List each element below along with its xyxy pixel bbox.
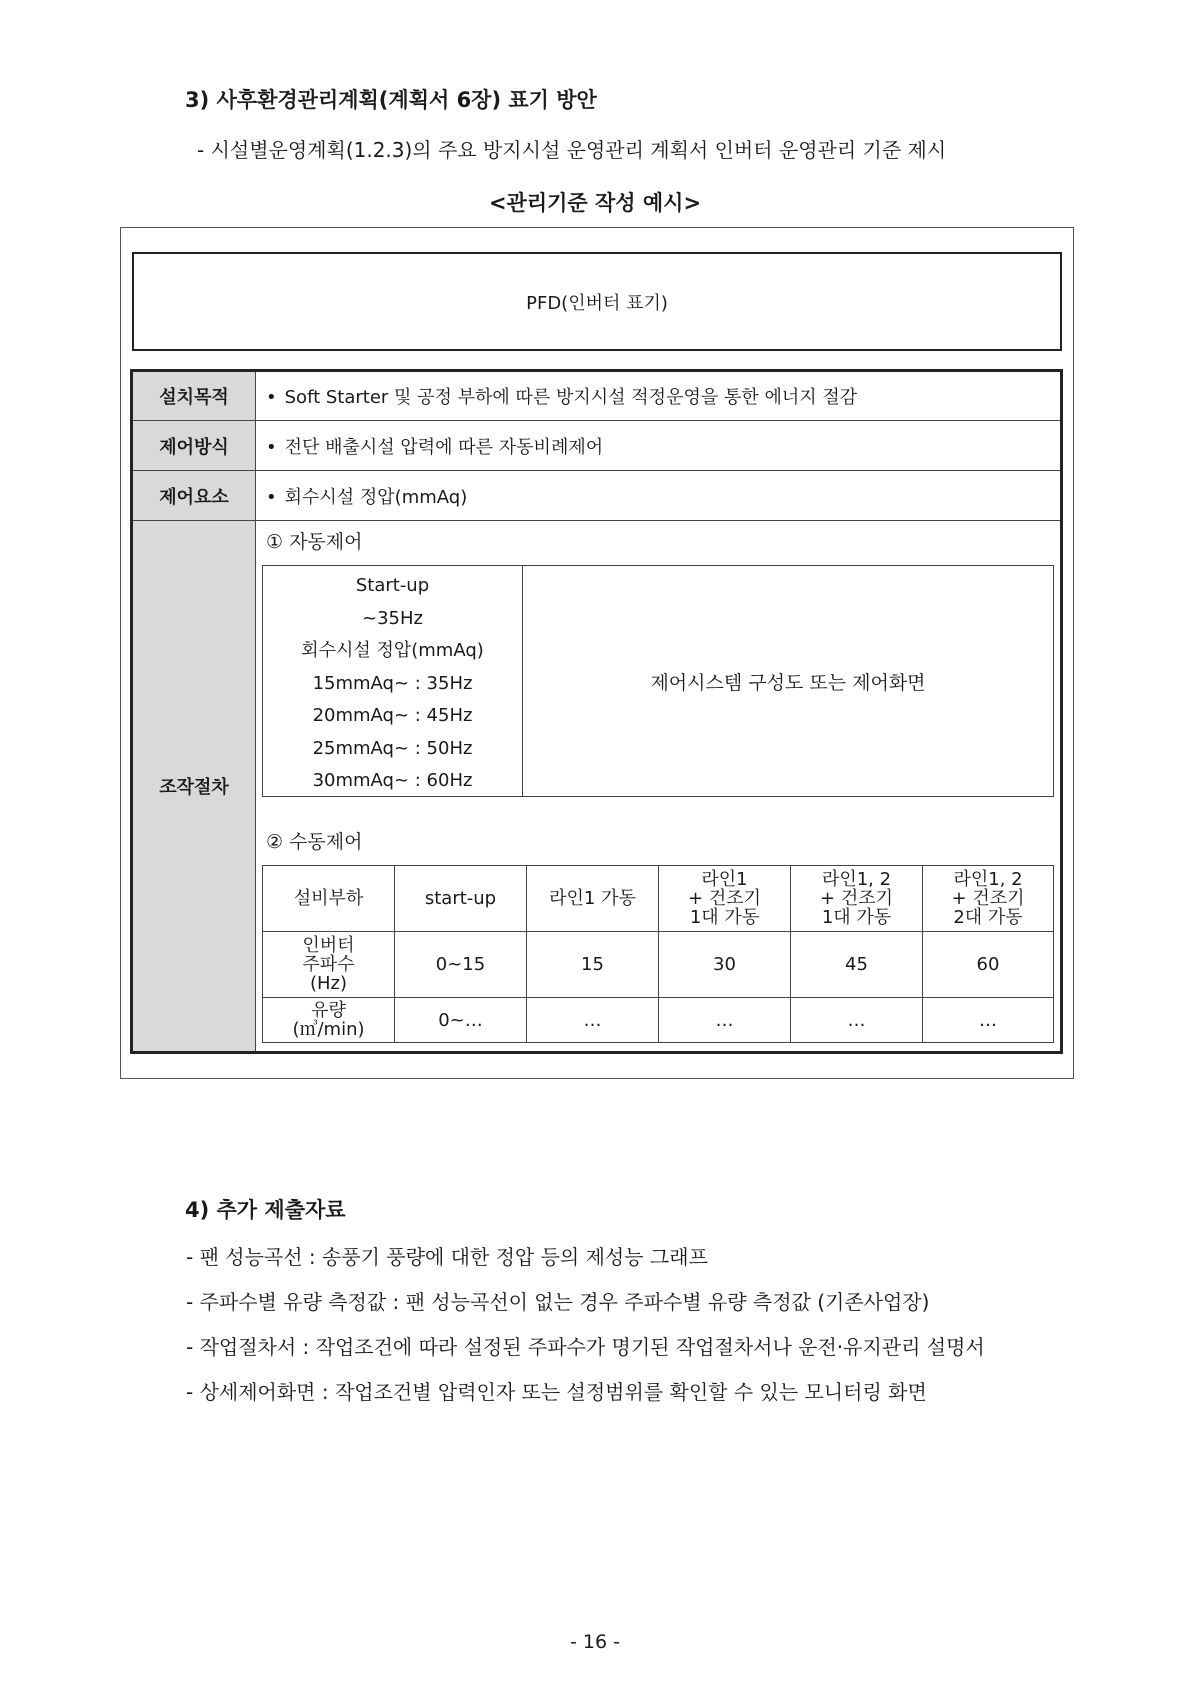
label-method: 제어방식	[132, 421, 256, 471]
submission-item: - 주파수별 유량 측정값 : 팬 성능곡선이 없는 경우 주파수별 유량 측정값 (기존사업장)	[186, 1290, 930, 1314]
auto-control-box	[262, 565, 1054, 797]
setting-line: 회수시설 정압(mmAq)	[301, 640, 484, 661]
row-purpose	[132, 371, 1062, 421]
row-procedure	[132, 521, 1062, 1053]
bullet: •	[266, 387, 277, 408]
section-4-heading: 4) 추가 제출자료	[185, 1198, 346, 1222]
method-text: 전단 배출시설 압력에 따른 자동비례제어	[284, 436, 604, 458]
value-method	[256, 421, 1062, 471]
management-standard-table	[130, 369, 1063, 1054]
manual-control-table	[262, 865, 1054, 1043]
frequency-row	[263, 932, 1054, 998]
flow-cell: …	[659, 998, 791, 1043]
row-element	[132, 471, 1062, 521]
setting-line: 25mmAq~ : 50Hz	[312, 737, 473, 759]
section-3-line: - 시설별운영계획(1.2.3)의 주요 방지시설 운영관리 계획서 인버터 운영관리 기준 제시	[197, 138, 947, 162]
submission-item: - 팬 성능곡선 : 송풍기 풍량에 대한 정압 등의 제성능 그래프	[186, 1245, 708, 1269]
flow-row	[263, 998, 1054, 1043]
header-cell: 라인1, 2 + 건조기 1대 가동	[791, 866, 923, 932]
label-procedure: 조작절차	[132, 521, 256, 1053]
flow-cell: …	[527, 998, 659, 1043]
frequency-label: 인버터 주파수 (Hz)	[263, 932, 395, 998]
auto-control-settings	[263, 566, 523, 796]
purpose-text: Soft Starter 및 공정 부하에 따른 방지시설 적정운영을 통한 에너지 절감	[284, 387, 858, 408]
bullet: •	[266, 486, 277, 508]
submission-item: - 작업절차서 : 작업조건에 따라 설정된 주파수가 명기된 작업절차서나 운전·유지관리 설명서	[186, 1335, 985, 1359]
frequency-cell: 0~15	[395, 932, 527, 998]
frequency-cell: 30	[659, 932, 791, 998]
section-3-heading: 3) 사후환경관리계획(계획서 6장) 표기 방안	[185, 88, 597, 112]
setting-line: Start-up	[355, 575, 430, 596]
control-system-diagram-placeholder: 제어시스템 구성도 또는 제어화면	[650, 671, 926, 694]
example-caption: <관리기준 작성 예시>	[488, 191, 702, 215]
header-cell: start-up	[395, 866, 527, 932]
flow-cell: 0~…	[395, 998, 527, 1043]
element-text: 회수시설 정압(mmAq)	[284, 486, 468, 508]
frequency-cell: 15	[527, 932, 659, 998]
label-purpose: 설치목적	[132, 371, 256, 421]
auto-control-title: ① 자동제어	[266, 531, 363, 553]
label-element: 제어요소	[132, 471, 256, 521]
page-number: - 16 -	[570, 1631, 620, 1653]
frequency-cell: 60	[923, 932, 1054, 998]
row-method	[132, 421, 1062, 471]
manual-control-title: ② 수동제어	[266, 831, 363, 853]
setting-line: ~35Hz	[362, 607, 423, 629]
setting-line: 15mmAq~ : 35Hz	[312, 672, 473, 694]
submission-item: - 상세제어화면 : 작업조건별 압력인자 또는 설정범위를 확인할 수 있는 모니터링 화면	[186, 1380, 927, 1404]
value-element	[256, 471, 1062, 521]
pfd-label: PFD(인버터 표기)	[526, 292, 668, 314]
value-purpose	[256, 371, 1062, 421]
manual-header-row	[263, 866, 1054, 932]
pfd-box	[132, 252, 1062, 351]
header-cell: 라인1 가동	[527, 866, 659, 932]
header-cell: 라인1 + 건조기 1대 가동	[659, 866, 791, 932]
flow-label: 유량 (㎥/min)	[263, 998, 395, 1043]
header-cell: 라인1, 2 + 건조기 2대 가동	[923, 866, 1054, 932]
setting-line: 20mmAq~ : 45Hz	[312, 705, 473, 726]
flow-cell: …	[923, 998, 1054, 1043]
header-cell: 설비부하	[263, 866, 395, 932]
setting-line: 30mmAq~ : 60Hz	[312, 770, 473, 791]
frequency-cell: 45	[791, 932, 923, 998]
value-procedure	[256, 521, 1062, 1053]
bullet: •	[266, 436, 277, 458]
flow-cell: …	[791, 998, 923, 1043]
